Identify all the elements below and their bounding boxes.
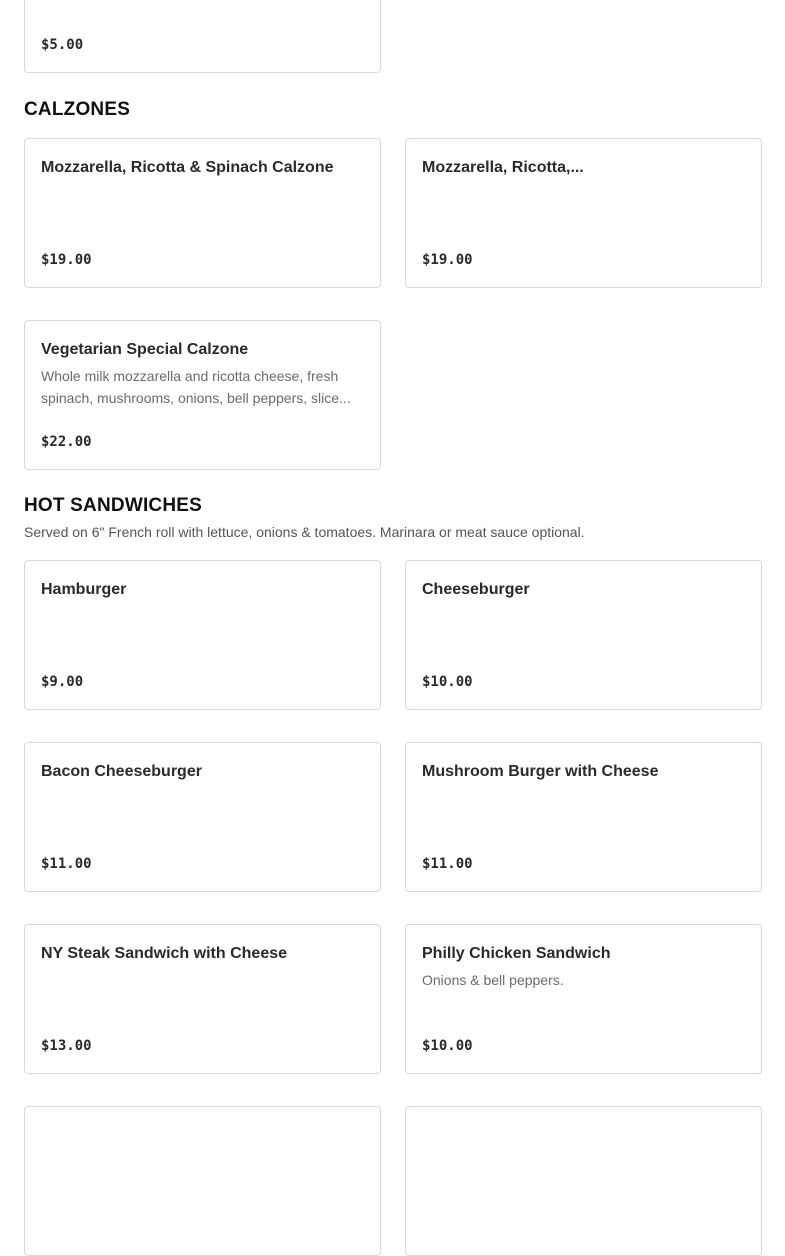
- menu-item-card[interactable]: [405, 560, 762, 710]
- item-name: NY Steak Sandwich with Cheese: [41, 945, 288, 962]
- item-name: Mozzarella, Ricotta & Spinach Calzone: [41, 159, 334, 176]
- item-name: Cheeseburger: [422, 581, 530, 598]
- menu-item-card[interactable]: [24, 1106, 381, 1256]
- item-name: Mozzarella, Ricotta,...: [422, 159, 584, 176]
- item-name: Philly Chicken Sandwich: [422, 945, 611, 962]
- item-price: $22.00: [41, 434, 92, 450]
- menu-item-card[interactable]: [24, 138, 381, 288]
- item-price: $9.00: [41, 674, 84, 690]
- item-price: $5.00: [41, 37, 84, 53]
- menu-item-card[interactable]: [24, 0, 381, 73]
- item-description: Onions & bell peppers.: [422, 972, 564, 988]
- section-description: Served on 6" French roll with lettuce, onions & tomatoes. Marinara or meat sauce optional.: [24, 524, 585, 540]
- item-price: $10.00: [422, 1038, 473, 1054]
- menu-item-card[interactable]: [405, 1106, 762, 1256]
- item-price: $19.00: [41, 252, 92, 268]
- menu-item-card[interactable]: [405, 924, 762, 1074]
- item-price: $13.00: [41, 1038, 92, 1054]
- item-price: $11.00: [41, 856, 92, 872]
- menu-item-card[interactable]: [24, 742, 381, 892]
- menu-item-card[interactable]: [24, 924, 381, 1074]
- item-name: Vegetarian Special Calzone: [41, 341, 249, 358]
- menu-item-card[interactable]: [405, 138, 762, 288]
- section-title-calzones: CALZONES: [24, 99, 131, 120]
- item-name: Bacon Cheeseburger: [41, 763, 202, 780]
- item-name: Hamburger: [41, 581, 127, 598]
- section-title-hot-sandwiches: HOT SANDWICHES: [24, 495, 203, 516]
- item-price: $19.00: [422, 252, 473, 268]
- menu-item-card[interactable]: [24, 560, 381, 710]
- item-description: Whole milk mozzarella and ricotta cheese, fresh spinach, mushrooms, onions, bell peppers, slice...: [41, 368, 351, 406]
- item-price: $10.00: [422, 674, 473, 690]
- menu-item-card[interactable]: [405, 742, 762, 892]
- menu-item-card[interactable]: [24, 320, 381, 470]
- item-price: $11.00: [422, 856, 473, 872]
- item-name: Mushroom Burger with Cheese: [422, 763, 659, 780]
